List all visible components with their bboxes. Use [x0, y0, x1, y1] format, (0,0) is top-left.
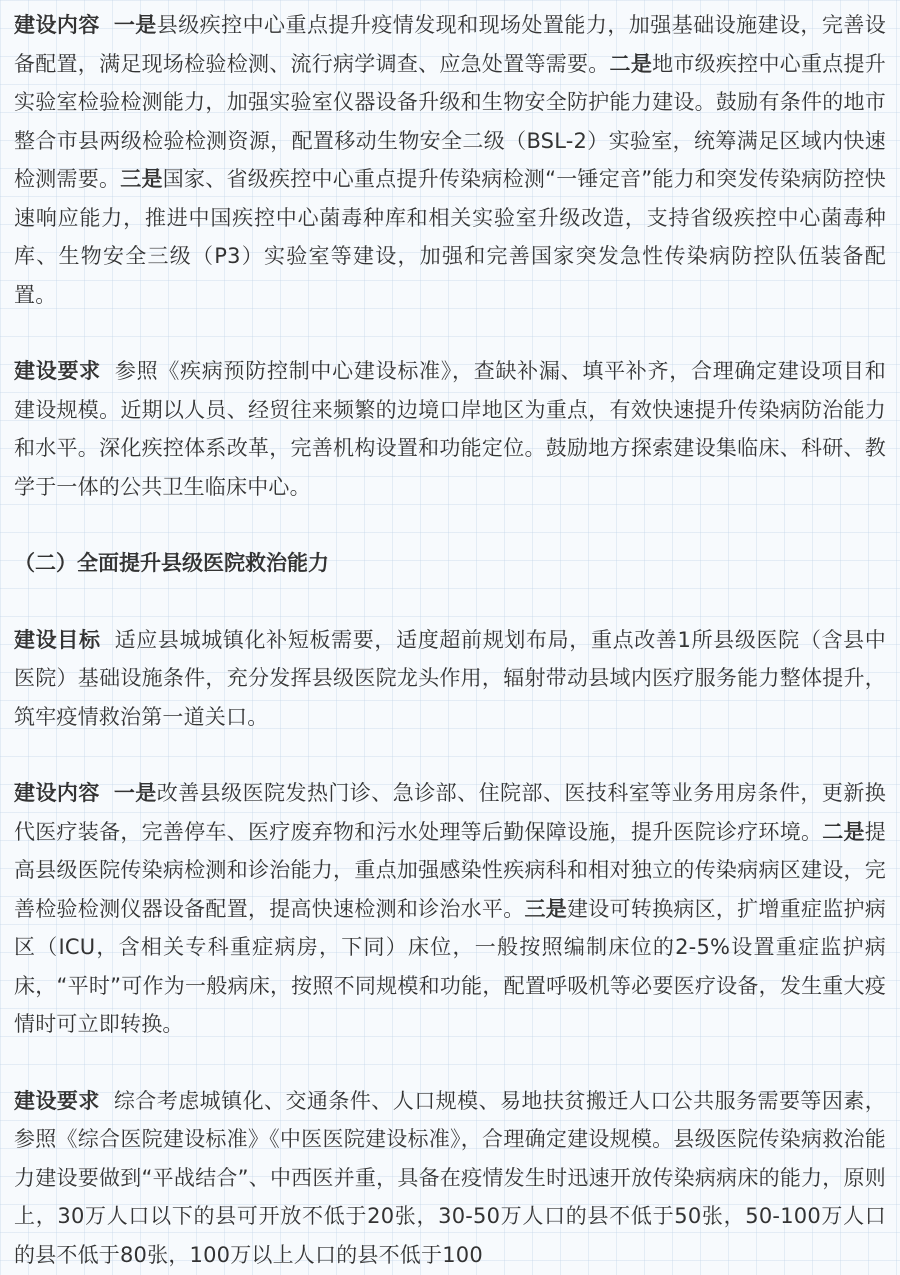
- section-label: 建设目标: [14, 627, 101, 652]
- item-marker: 三是: [524, 896, 568, 921]
- item-marker: 一是: [113, 13, 157, 37]
- paragraph-text: 建设可转换病区，扩增重症监护病区（ICU，含相关专科重症病房，下同）床位，一般按照编制床位的2-5%设置重症监护病床，“平时”可作为一般病床，按照不同规模和功能，配置呼吸机等必要医疗设备，发生重大疫情时可立即转换。: [14, 896, 886, 1036]
- paragraph-construction-requirements-cdc: [14, 352, 886, 506]
- item-marker: 一是: [113, 781, 157, 805]
- section-heading: （二）全面提升县级医院救治能力: [14, 551, 329, 575]
- paragraph-construction-requirements-hospital: [14, 1082, 886, 1275]
- paragraph-text: 适应县城城镇化补短板需要，适度超前规划布局，重点改善1所县级医院（含县中医院）基础设施条件，充分发挥县级医院龙头作用，辐射带动县域内医疗服务能力整体提升，筑牢疫情救治第一道关口。: [14, 627, 886, 729]
- paragraph-text: 国家、省级疾控中心重点提升传染病检测“一锤定音”能力和突发传染病防控快速响应能力，推进中国疾控中心菌毒种库和相关实验室升级改造，支持省级疾控中心菌毒种库、生物安全三级（P3）实验室等建设，加强和完善国家突发急性传染病防控队伍装备配置。: [14, 167, 887, 307]
- paragraph-text: 参照《疾病预防控制中心建设标准》，查缺补漏、填平补齐，合理确定建设项目和建设规模。近期以人员、经贸往来频繁的边境口岸地区为重点，有效快速提升传染病防治能力和水平。深化疾控体系改革，完善机构设置和功能定位。鼓励地方探索建设集临床、科研、教学于一体的公共卫生临床中心。: [14, 359, 886, 499]
- paragraph-construction-goal: [14, 621, 886, 737]
- paragraph-text: 地市级疾控中心重点提升实验室检验检测能力，加强实验室仪器设备升级和生物安全防护能力建设。鼓励有条件的地市整合市县两级检验检测资源，配置移动生物安全二级（BSL-2）实验室，统筹满足区域内快速检测需要。: [14, 51, 886, 191]
- paragraph-text: 县级疾控中心重点提升疫情发现和现场处置能力，加强基础设施建设，完善设备配置，满足现场检验检测、流行病学调查、应急处置等需要。: [14, 13, 886, 76]
- section-label: 建设要求: [14, 359, 101, 383]
- item-marker: 三是: [120, 167, 163, 191]
- section-label: 建设要求: [14, 1088, 100, 1113]
- paragraph-construction-content-cdc: [14, 6, 886, 314]
- item-marker: 二是: [822, 819, 865, 844]
- section-label: 建设内容: [14, 13, 100, 37]
- section-label: 建设内容: [14, 781, 100, 805]
- paragraph-text: 提高县级医院传染病检测和诊治能力，重点加强感染性疾病科和相对独立的传染病病区建设，完善检验检测仪器设备配置，提高快速检测和诊治水平。: [14, 819, 886, 921]
- paragraph-construction-content-hospital: [14, 774, 886, 1044]
- item-marker: 二是: [609, 51, 653, 76]
- paragraph-text: 综合考虑城镇化、交通条件、人口规模、易地扶贫搬迁人口公共服务需要等因素，参照《综合医院建设标准》《中医医院建设标准》，合理确定建设规模。县级医院传染病救治能力建设要做到“平战结合”、中西医并重，具备在疫情发生时迅速开放传染病病床的能力，原则上，30万人口以下的县可开放不低于20张，30-50万人口的县不低于50张，50-100万人口的县不低于80张，100万以上人口的县不低于100: [14, 1088, 886, 1267]
- paragraph-text: 改善县级医院发热门诊、急诊部、住院部、医技科室等业务用房条件，更新换代医疗装备，完善停车、医疗废弃物和污水处理等后勤保障设施，提升医院诊疗环境。: [14, 781, 886, 844]
